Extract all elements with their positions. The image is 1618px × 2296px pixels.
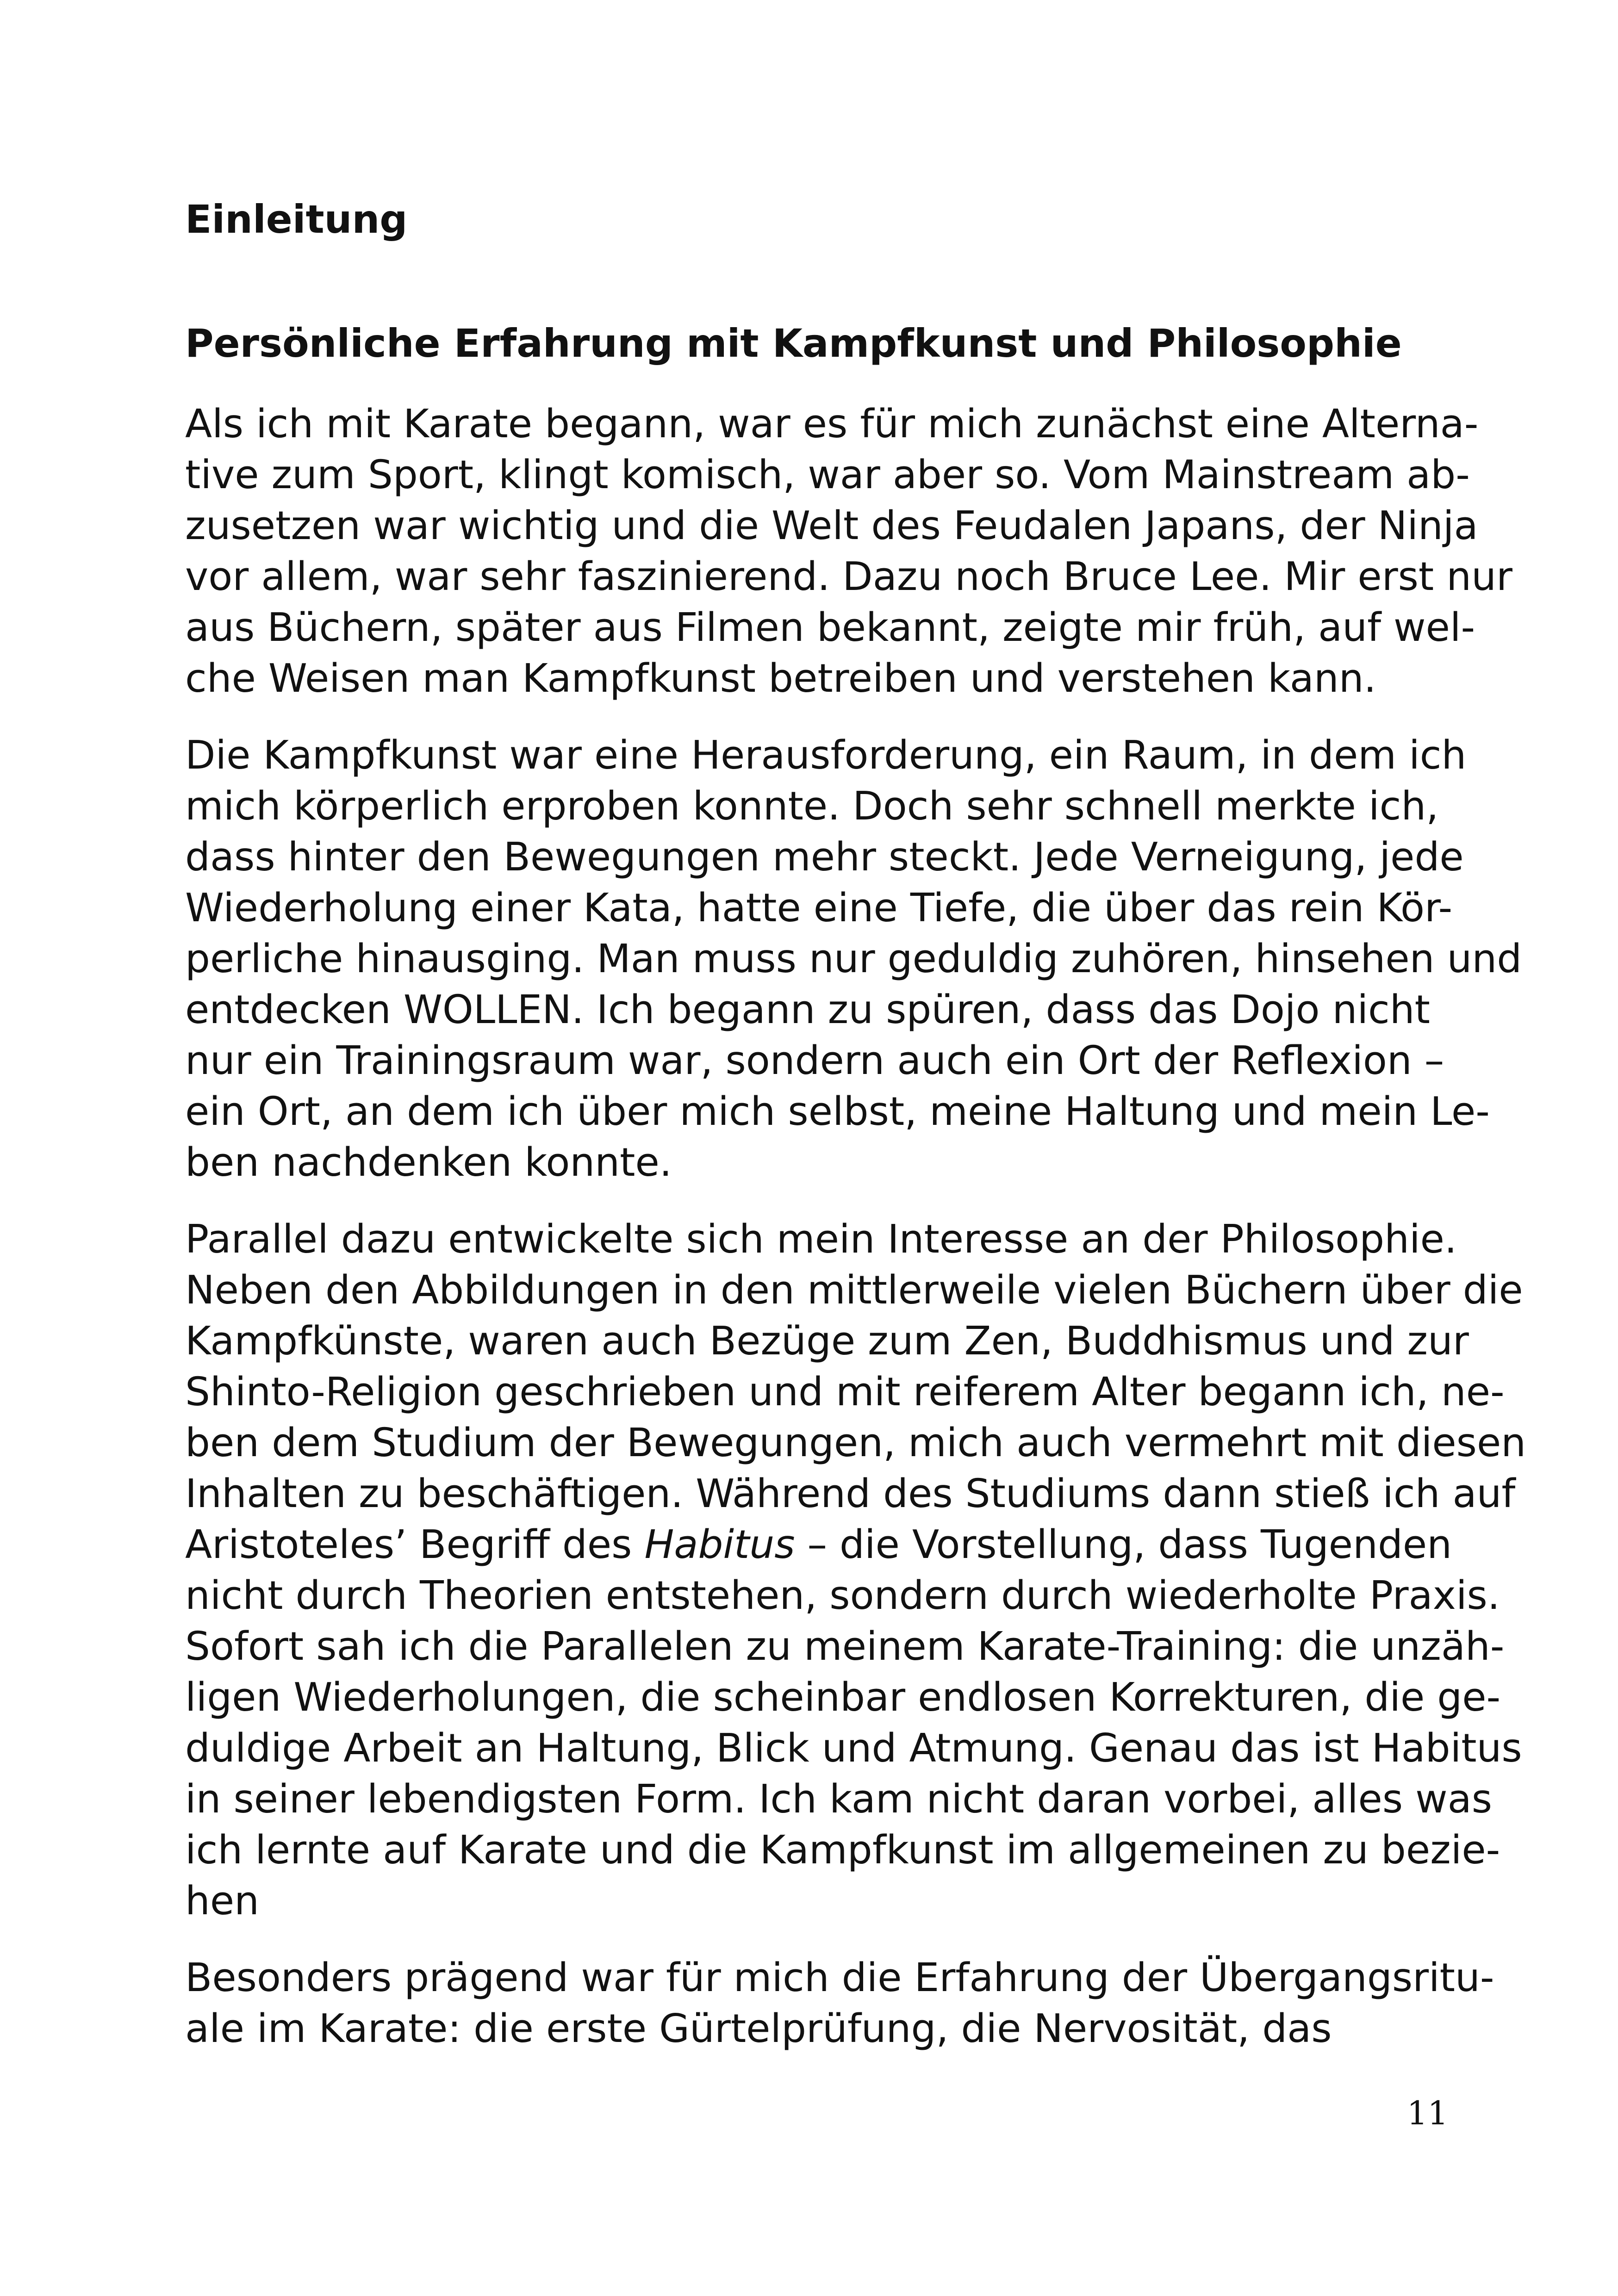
text-line: perliche hinausging. Man muss nur geduldig zuhören, hinsehen und bbox=[185, 936, 1522, 982]
page-number: 11 bbox=[1407, 2094, 1449, 2132]
text-line: aus Büchern, später aus Filmen bekannt, zeigte mir früh, auf wel- bbox=[185, 605, 1475, 651]
text-line: Inhalten zu beschäftigen. Während des Studiums dann stieß ich auf bbox=[185, 1471, 1516, 1517]
paragraph-1 bbox=[185, 399, 1512, 704]
text-line: ale im Karate: die erste Gürtelprüfung, die Nervosität, das bbox=[185, 2006, 1332, 2052]
chapter-title: Einleitung bbox=[185, 197, 408, 242]
text-line: Als ich mit Karate begann, war es für mich zunächst eine Alterna- bbox=[185, 401, 1479, 447]
text-line: vor allem, war sehr faszinierend. Dazu noch Bruce Lee. Mir erst nur bbox=[185, 554, 1512, 600]
text-line: che Weisen man Kampfkunst betreiben und verstehen kann. bbox=[185, 656, 1376, 701]
text-line: hen bbox=[185, 1878, 260, 1924]
habitus-term: Habitus bbox=[644, 1522, 795, 1568]
paragraph-2 bbox=[185, 730, 1522, 1188]
text-line: tive zum Sport, klingt komisch, war aber so. Vom Mainstream ab- bbox=[185, 452, 1470, 498]
text-line: in seiner lebendigsten Form. Ich kam nicht daran vorbei, alles was bbox=[185, 1776, 1493, 1822]
text-line: ligen Wiederholungen, die scheinbar endlosen Korrekturen, die ge- bbox=[185, 1675, 1501, 1720]
text-line: ben dem Studium der Bewegungen, mich auch vermehrt mit diesen bbox=[185, 1420, 1526, 1466]
text-line: mich körperlich erproben konnte. Doch sehr schnell merkte ich, bbox=[185, 783, 1439, 829]
text-line: dass hinter den Bewegungen mehr steckt. Jede Verneigung, jede bbox=[185, 834, 1464, 880]
body-text bbox=[185, 399, 1526, 2080]
text-line: Kampfkünste, waren auch Bezüge zum Zen, Buddhismus und zur bbox=[185, 1318, 1469, 1364]
text-line: Besonders prägend war für mich die Erfahrung der Übergangsritu- bbox=[185, 1955, 1494, 2001]
text-line: nicht durch Theorien entstehen, sondern durch wiederholte Praxis. bbox=[185, 1573, 1500, 1619]
text-line-habitus bbox=[185, 1520, 1472, 1570]
text-line: duldige Arbeit an Haltung, Blick und Atmung. Genau das ist Habitus bbox=[185, 1725, 1522, 1771]
text-line: ein Ort, an dem ich über mich selbst, meine Haltung und mein Le- bbox=[185, 1089, 1490, 1135]
text-line: ich lernte auf Karate und die Kampfkunst im allgemeinen zu bezie- bbox=[185, 1827, 1500, 1873]
text-line: Shinto-Religion geschrieben und mit reiferem Alter begann ich, ne- bbox=[185, 1369, 1505, 1415]
paragraph-4 bbox=[185, 1953, 1494, 2054]
text-line: entdecken WOLLEN. Ich begann zu spüren, dass das Dojo nicht bbox=[185, 987, 1430, 1033]
text-fragment: – die Vorstellung, dass Tugenden bbox=[795, 1522, 1452, 1568]
text-line: Die Kampfkunst war eine Herausforderung, ein Raum, in dem ich bbox=[185, 732, 1467, 778]
text-line: ben nachdenken konnte. bbox=[185, 1140, 672, 1185]
section-title: Persönliche Erfahrung mit Kampfkunst und Philosophie bbox=[185, 321, 1402, 366]
paragraph-3 bbox=[185, 1214, 1526, 1927]
text-line: nur ein Trainingsraum war, sondern auch ein Ort der Reflexion – bbox=[185, 1038, 1444, 1084]
text-line: Parallel dazu entwickelte sich mein Interesse an der Philosophie. bbox=[185, 1216, 1457, 1262]
text-line: Neben den Abbildungen in den mittlerweile vielen Büchern über die bbox=[185, 1267, 1523, 1313]
text-fragment: Aristoteles’ Begriff des bbox=[185, 1522, 645, 1568]
text-line: zusetzen war wichtig und die Welt des Feudalen Japans, der Ninja bbox=[185, 503, 1478, 549]
text-line: Wiederholung einer Kata, hatte eine Tiefe, die über das rein Kör- bbox=[185, 885, 1453, 931]
text-line: Sofort sah ich die Parallelen zu meinem Karate-Training: die unzäh- bbox=[185, 1624, 1505, 1669]
